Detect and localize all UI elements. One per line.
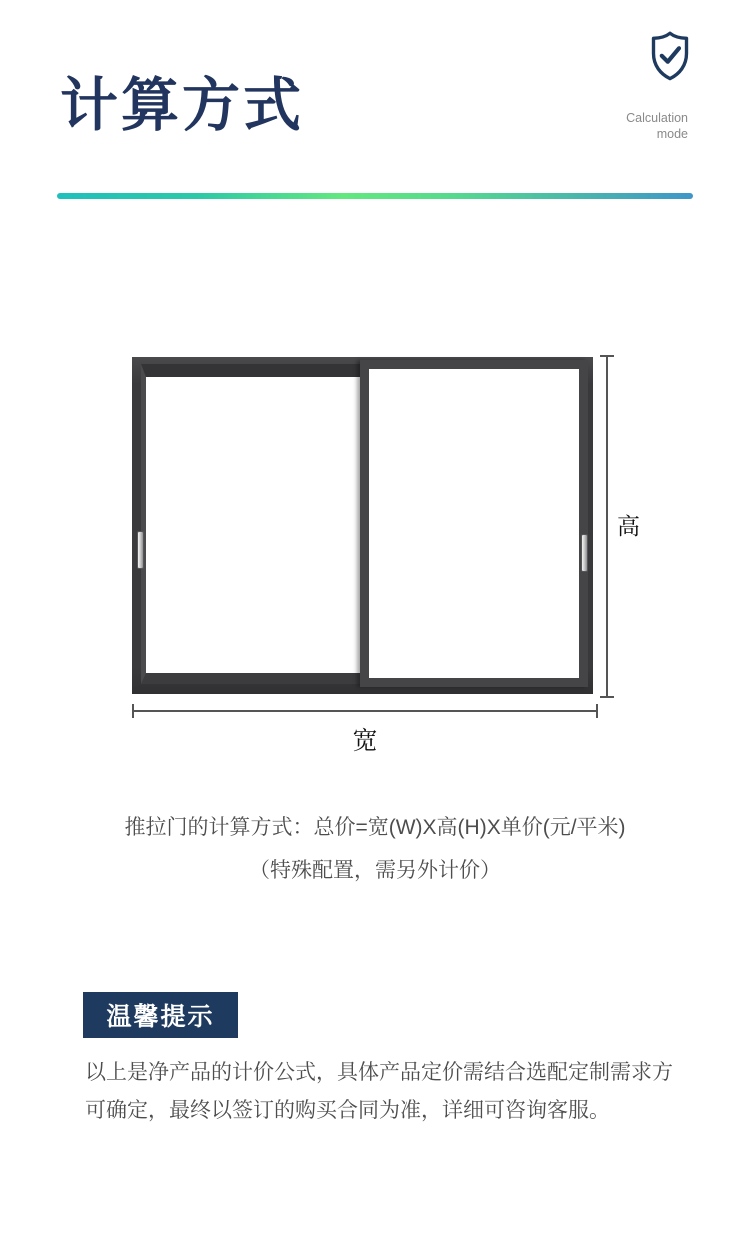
gradient-divider	[57, 193, 693, 199]
door-handle-left	[137, 531, 144, 569]
pricing-formula	[0, 806, 750, 892]
tips-body-text: 以上是净产品的计价公式，具体产品定价需结合选配定制需求方可确定，最终以签订的购买合同为准，详细可咨询客服。	[85, 1061, 673, 1122]
width-label: 宽	[352, 727, 378, 755]
door-panel-right	[360, 360, 588, 687]
door-handle-right	[581, 534, 588, 572]
height-dimension-line	[606, 355, 608, 698]
width-dimension-line	[132, 710, 598, 712]
tips-title-badge: 温馨提示	[83, 992, 238, 1038]
formula-line2: （特殊配置，需另外计价）	[249, 859, 501, 882]
door-panel-left	[141, 364, 369, 684]
shield-check-icon	[646, 30, 694, 83]
sliding-door-diagram	[132, 357, 593, 694]
formula-line1: 推拉门的计算方式：总价=宽(W)X高(H)X单价(元/平米)	[124, 816, 626, 839]
height-label: 高	[617, 513, 640, 539]
subtitle-line2: mode	[656, 127, 688, 141]
subtitle-english	[568, 110, 688, 142]
subtitle-line1: Calculation	[626, 111, 688, 125]
page-title: 计算方式	[60, 73, 305, 138]
